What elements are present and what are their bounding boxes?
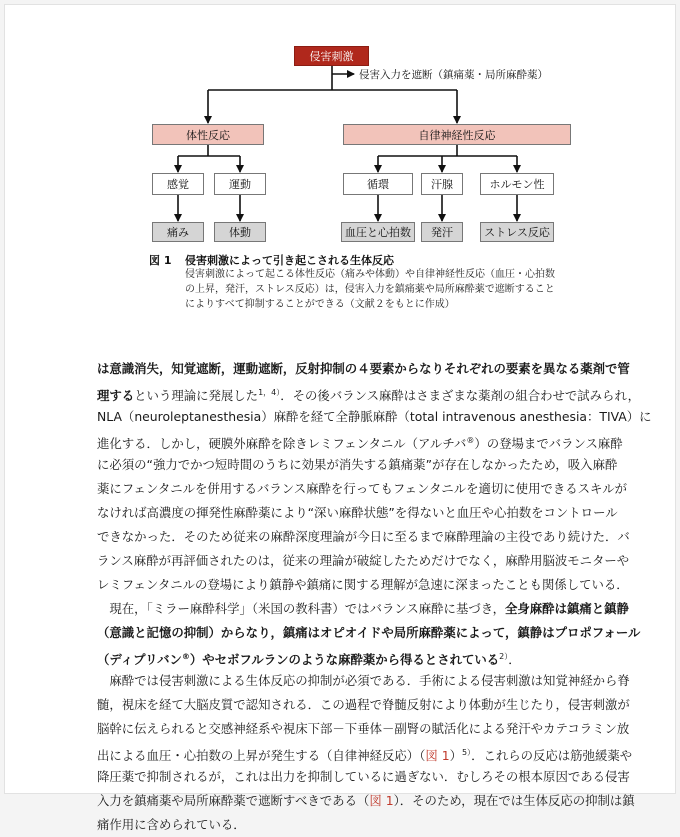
text-line: NLA（neuroleptanesthesia）麻酔を経て全静脈麻酔（total intravenous anesthesia：TIVA）に <box>97 409 652 424</box>
diagram-connectors <box>0 0 680 250</box>
bold-text: （ディプリバン <box>97 652 182 667</box>
caption-line: の上昇，発汗，ストレス反応）は，侵害入力を鎮痛薬や局所麻酔薬で遮断すること <box>185 284 555 295</box>
text-line <box>97 597 637 621</box>
text-line: できなかった．そのため従来の麻酔深度理論が今日に至るまで麻酔理論の主役であり続けた．バ <box>97 529 630 544</box>
text-line <box>97 789 637 813</box>
bp-hr-box: 血圧と心拍数 <box>341 222 415 242</box>
autonomic-reaction-box: 自律神経性反応 <box>343 124 571 145</box>
bold-text: 全身麻酔は鎮痛と鎮静 <box>505 601 629 616</box>
text-span: ．その後バランス麻酔はさまざまな薬剤の組合わせで試みられ， <box>280 388 640 403</box>
text-span: ）．そのため，現在では生体反応の抑制は鎮 <box>393 793 635 808</box>
text-line: （意識と記憶の抑制）からなり，鎮痛はオピオイドや局所麻酔薬によって，鎮静はプロポフォール <box>97 625 641 640</box>
body-movement-box: 体動 <box>214 222 266 242</box>
registered-mark: ® <box>181 652 190 661</box>
sensation-box: 感覚 <box>152 173 204 195</box>
figure-caption <box>185 267 585 312</box>
sweat-gland-box: 汗腺 <box>421 173 463 195</box>
hormonal-box: ホルモン性 <box>480 173 554 195</box>
figure-title: 侵害刺激によって引き起こされる生体反応 <box>185 254 394 267</box>
text-line: 降圧薬で抑制されるが，これは出力を抑制しているに過ぎない．むしろその根本原因である侵害 <box>97 769 630 784</box>
text-line: レミフェンタニルの登場により鎮静や鎮痛に関する理解が急速に深まったことも関係している． <box>97 577 629 592</box>
text-line <box>97 741 637 765</box>
caption-line: 侵害刺激によって起こる体性反応（痛みや体動）や自律神経性反応（血圧・心拍数 <box>185 269 555 280</box>
text-line <box>97 645 637 669</box>
text-line: 脳幹に伝えられると交感神経系や視床下部－下垂体－副腎の賦活化による発汗やカテコラミン放 <box>97 721 630 736</box>
block-note: 侵害入力を遮断（鎮痛薬・局所麻酔薬） <box>359 69 548 81</box>
figure-diagram <box>0 0 680 250</box>
bold-text: 理する <box>97 388 135 403</box>
citation: 5） <box>461 748 472 757</box>
sweating-box: 発汗 <box>421 222 463 242</box>
text-line <box>97 381 640 405</box>
text-line: は意識消失，知覚遮断，運動遮断，反射抑制の４要素からなりそれぞれの要素を異なる薬剤で管 <box>97 361 630 376</box>
circulation-box: 循環 <box>343 173 413 195</box>
stimulus-box: 侵害刺激 <box>294 46 369 66</box>
citation: 1，4） <box>258 388 281 397</box>
text-line: に必須の“強力でかつ短時間のうちに効果が消失する鎮痛薬”が存在しなかったため，吸入麻酔 <box>97 457 618 472</box>
text-line: 薬にフェンタニルを併用するバランス麻酔を行ってもフェンタニルを適切に使用できるスキルが <box>97 481 628 496</box>
stress-response-box: ストレス反応 <box>480 222 554 242</box>
bold-text: ）やセボフルランのような麻酔薬から得るとされている <box>189 652 500 667</box>
citation: 2） <box>499 652 509 661</box>
body-text <box>97 357 652 837</box>
text-line: なければ高濃度の揮発性麻酔薬により“深い麻酔状態”を得ないと血圧や心拍数をコントロール <box>97 505 618 520</box>
text-line: 麻酔では侵害刺激による生体反応の抑制が必須である．手術による侵害刺激は知覚神経から脊 <box>97 673 630 688</box>
text-span: ． <box>508 652 521 667</box>
text-line: 痛作用に含められている． <box>97 817 246 832</box>
registered-mark: ® <box>466 436 475 445</box>
body-reaction-box: 体性反応 <box>152 124 264 145</box>
text-line <box>97 429 637 453</box>
caption-line: によりすべて抑制することができる（文献２をもとに作成） <box>185 299 455 310</box>
text-span: 出による血圧・心拍数の上昇が発生する（自律神経反応）（ <box>97 748 426 763</box>
figure-label: 図 1 <box>149 254 172 267</box>
text-span: ．これらの反応は筋弛緩薬や <box>471 748 633 763</box>
text-span: ）の登場までバランス麻酔 <box>474 436 623 451</box>
text-span: 現在，「ミラー麻酔科学」（米国の教科書）ではバランス麻酔に基づき， <box>97 601 506 616</box>
figure-reference-link[interactable]: 図 1 <box>425 748 450 763</box>
text-line: 髄，視床を経て大脳皮質で認知される．この過程で脊髄反射により体動が生じたり，侵害刺激が <box>97 697 630 712</box>
text-span: という理論に発展した <box>134 388 259 403</box>
text-span: 入力を鎮痛薬や局所麻酔薬で遮断すべきである（ <box>97 793 370 808</box>
movement-box: 運動 <box>214 173 266 195</box>
pain-box: 痛み <box>152 222 204 242</box>
text-span: ） <box>449 748 462 763</box>
figure-reference-link[interactable]: 図 1 <box>369 793 394 808</box>
text-line: ランス麻酔が再評価されたのは，従来の理論が破綻したためだけでなく，麻酔用脳波モニターや <box>97 553 630 568</box>
text-span: 進化する．しかし，硬膜外麻酔を除きレミフェンタニル（アルチバ <box>97 436 467 451</box>
